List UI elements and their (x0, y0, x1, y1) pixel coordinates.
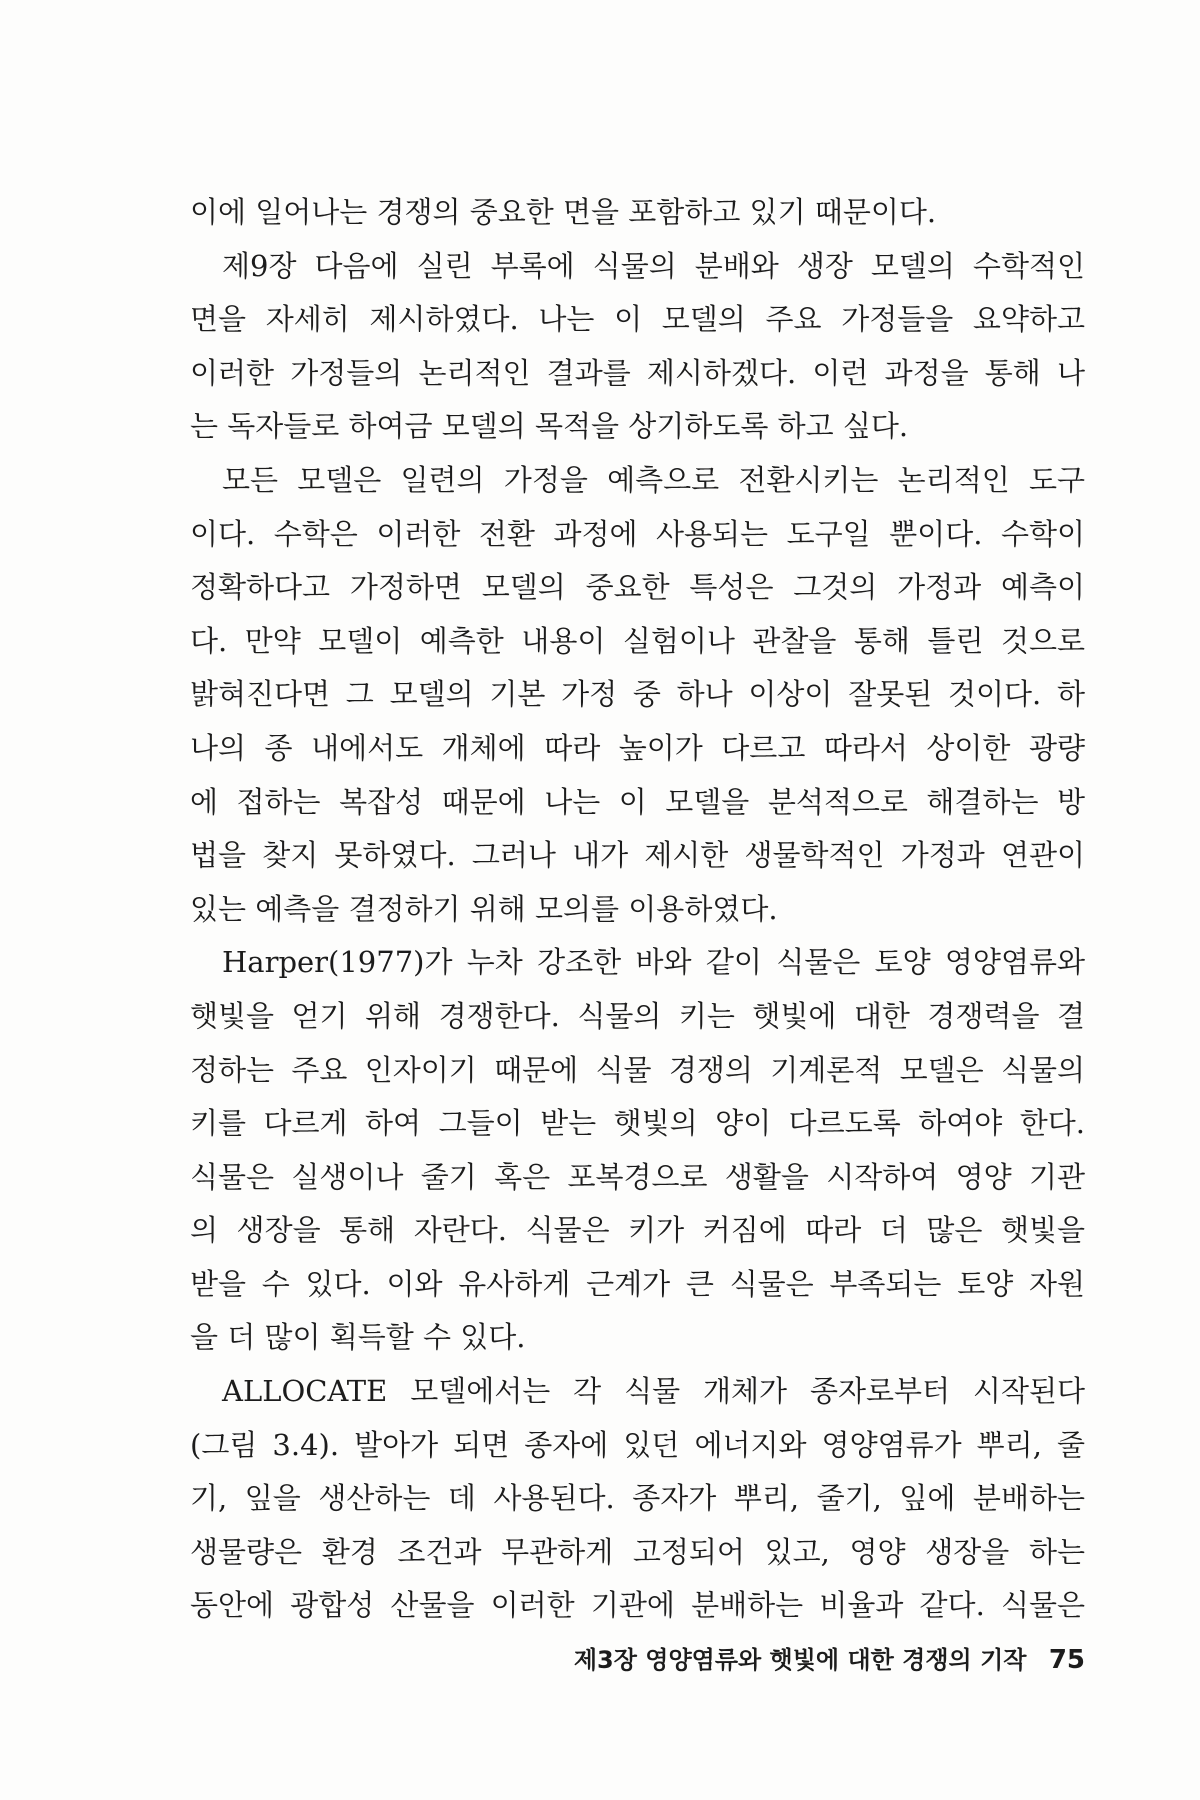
text-line: 생물량은 환경 조건과 무관하게 고정되어 있고, 영양 생장을 하는 (190, 1534, 1085, 1569)
text-line: Harper(1977)가 누차 강조한 바와 같이 식물은 토양 영양염류와 (222, 945, 1085, 980)
text-line: 식물은 실생이나 줄기 혹은 포복경으로 생활을 시작하여 영양 기관 (190, 1159, 1085, 1194)
page-number: 75 (1048, 1645, 1085, 1675)
text-line: 이에 일어나는 경쟁의 중요한 면을 포함하고 있기 때문이다. (190, 195, 937, 229)
text-line: 이다. 수학은 이러한 전환 과정에 사용되는 도구일 뿐이다. 수학이 (190, 516, 1085, 551)
text-line: 받을 수 있다. 이와 유사하게 근계가 큰 식물은 부족되는 토양 자원 (190, 1266, 1085, 1301)
text-line: 동안에 광합성 산물을 이러한 기관에 분배하는 비율과 같다. 식물은 (190, 1588, 1085, 1623)
body-text (190, 186, 1085, 1633)
text-line: 을 더 많이 획득할 수 있다. (190, 1320, 526, 1355)
text-line: (그림 3.4). 발아가 되면 종자에 있던 에너지와 영양염류가 뿌리, 줄 (190, 1427, 1085, 1462)
text-line: 다. 만약 모델이 예측한 내용이 실험이나 관찰을 통해 틀린 것으로 (190, 623, 1085, 658)
text-line: 정하는 주요 인자이기 때문에 식물 경쟁의 기계론적 모델은 식물의 (190, 1052, 1085, 1087)
text-line: 제9장 다음에 실린 부록에 식물의 분배와 생장 모델의 수학적인 (222, 248, 1085, 283)
text-line: 법을 찾지 못하였다. 그러나 내가 제시한 생물학적인 가정과 연관이 (190, 838, 1085, 873)
text-line: 모든 모델은 일련의 가정을 예측으로 전환시키는 논리적인 도구 (222, 462, 1085, 497)
text-line: ALLOCATE 모델에서는 각 식물 개체가 종자로부터 시작된다 (222, 1374, 1085, 1409)
page-footer (510, 1640, 1085, 1675)
text-line: 정확하다고 가정하면 모델의 중요한 특성은 그것의 가정과 예측이 (190, 570, 1085, 605)
text-line: 의 생장을 통해 자란다. 식물은 키가 커짐에 따라 더 많은 햇빛을 (190, 1213, 1085, 1248)
text-line: 이러한 가정들의 논리적인 결과를 제시하겠다. 이런 과정을 통해 나 (190, 355, 1085, 390)
text-line: 있는 예측을 결정하기 위해 모의를 이용하였다. (190, 891, 778, 926)
text-line: 밝혀진다면 그 모델의 기본 가정 중 하나 이상이 잘못된 것이다. 하 (190, 677, 1085, 712)
running-title: 제3장 영양염류와 햇빛에 대한 경쟁의 기작 (573, 1646, 1027, 1674)
text-line: 키를 다르게 하여 그들이 받는 햇빛의 양이 다르도록 하여야 한다. (190, 1106, 1085, 1141)
text-line: 는 독자들로 하여금 모델의 목적을 상기하도록 하고 싶다. (190, 409, 909, 444)
text-line: 기, 잎을 생산하는 데 사용된다. 종자가 뿌리, 줄기, 잎에 분배하는 (190, 1481, 1085, 1516)
text-line: 면을 자세히 제시하였다. 나는 이 모델의 주요 가정들을 요약하고 (190, 302, 1085, 337)
text-line: 에 접하는 복잡성 때문에 나는 이 모델을 분석적으로 해결하는 방 (190, 784, 1085, 819)
text-line: 햇빛을 얻기 위해 경쟁한다. 식물의 키는 햇빛에 대한 경쟁력을 결 (190, 998, 1085, 1033)
text-line: 나의 종 내에서도 개체에 따라 높이가 다르고 따라서 상이한 광량 (190, 730, 1085, 765)
